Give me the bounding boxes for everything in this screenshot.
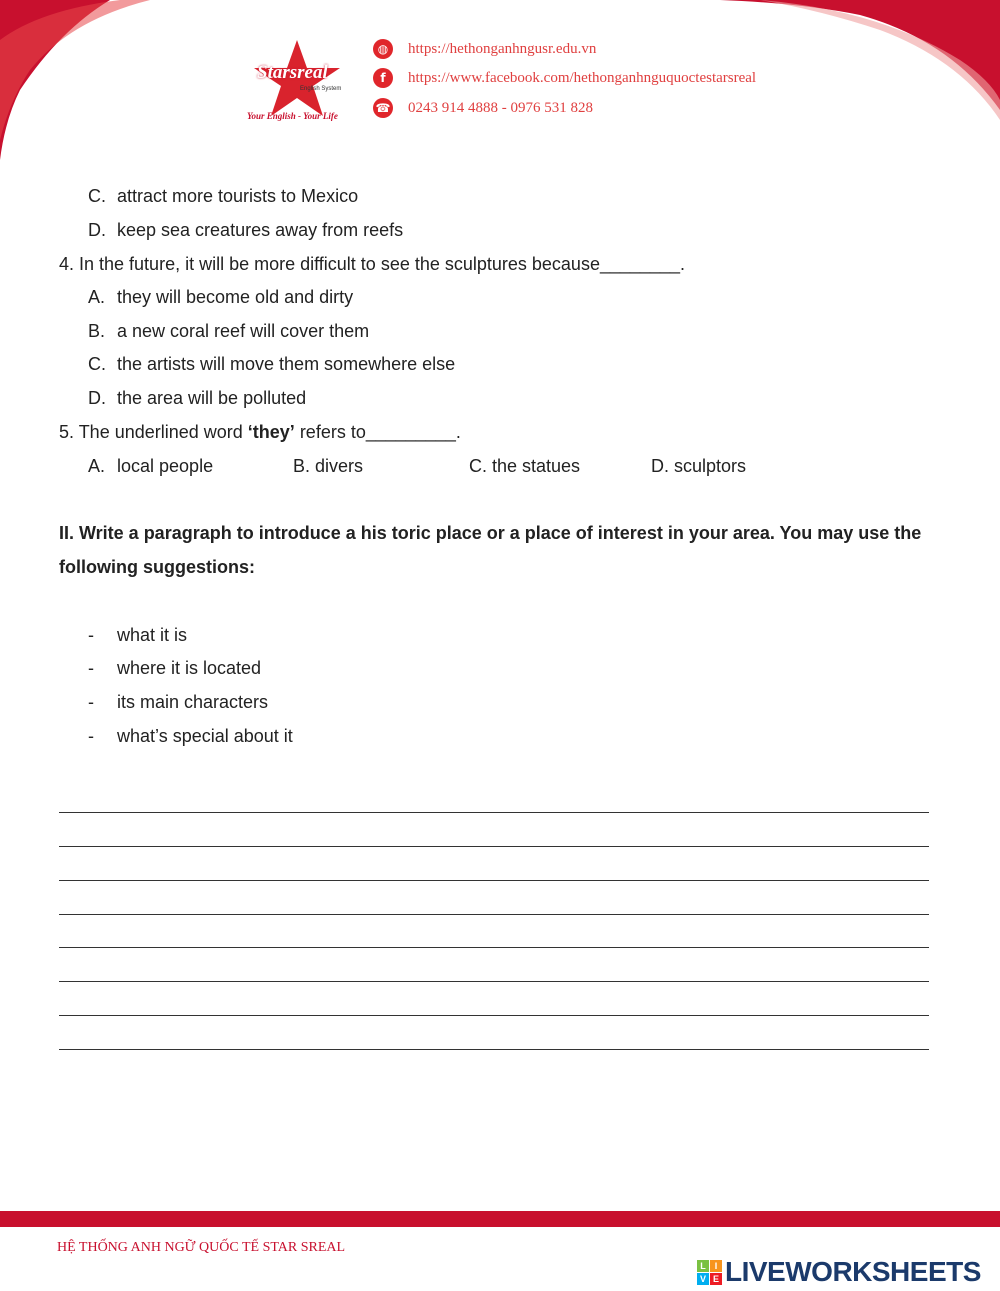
option-letter: C.	[88, 354, 106, 374]
writing-line[interactable]	[59, 981, 929, 982]
q5-option-a[interactable]: local people	[117, 456, 214, 476]
q5-option-d[interactable]: D. sculptors	[651, 456, 747, 476]
phone-numbers: 0243 914 4888 - 0976 531 828	[408, 99, 593, 116]
brand-subtitle: English System	[300, 86, 342, 92]
facebook-url[interactable]: https://www.facebook.com/hethonganhnguquoctestarsreal	[408, 69, 757, 86]
bullet-dash: -	[88, 692, 94, 712]
contact-website	[373, 37, 596, 61]
writing-line[interactable]	[59, 846, 929, 847]
brand-name: Starsreal	[257, 62, 328, 83]
q5-option-c[interactable]: C. the statues	[469, 456, 581, 476]
bullet-dash: -	[88, 658, 94, 678]
globe-icon: ◍	[373, 39, 393, 59]
writing-line[interactable]	[59, 812, 929, 813]
option-text: keep sea creatures away from reefs	[117, 220, 404, 240]
writing-line[interactable]	[59, 914, 929, 915]
lw-letter: E	[710, 1273, 722, 1285]
option-letter: A.	[88, 287, 106, 307]
website-url[interactable]: https://hethonganhngusr.edu.vn	[408, 40, 597, 57]
option-letter: C.	[88, 186, 106, 206]
lw-letter: L	[697, 1260, 709, 1272]
option-letter: B.	[88, 321, 106, 341]
q5-underlined-word: ‘they’	[247, 422, 295, 442]
q5-option-b[interactable]: B. divers	[293, 456, 364, 476]
bullet-dash: -	[88, 726, 94, 746]
footer-bar	[0, 1211, 1000, 1227]
option-letter: D.	[88, 388, 106, 408]
q5-option-a-letter[interactable]: A.	[88, 456, 106, 476]
q4-stem: 4. In the future, it will be more difficult to see the sculptures because________.	[59, 254, 686, 274]
footer-text: HỆ THỐNG ANH NGỮ QUỐC TẾ STAR SREAL	[57, 1240, 346, 1255]
liveworksheets-icon	[697, 1260, 722, 1285]
suggestion-text: its main characters	[117, 692, 269, 712]
facebook-icon: f	[373, 68, 393, 88]
option-text: the artists will move them somewhere else	[117, 354, 456, 374]
q5-stem	[59, 421, 461, 443]
writing-line[interactable]	[59, 947, 929, 948]
writing-line[interactable]	[59, 1049, 929, 1050]
suggestion-text: where it is located	[117, 658, 262, 678]
contact-facebook	[373, 66, 756, 90]
option-letter: D.	[88, 220, 106, 240]
slogan: Your English - Your Life	[247, 111, 338, 121]
suggestion-text: what it is	[117, 625, 188, 645]
option-text: a new coral reef will cover them	[117, 321, 370, 341]
bullet-dash: -	[88, 625, 94, 645]
q5-stem-text: 5. The underlined word	[59, 422, 248, 442]
option-text: the area will be polluted	[117, 388, 307, 408]
lw-letter: I	[710, 1260, 722, 1272]
writing-line[interactable]	[59, 880, 929, 881]
option-text: they will become old and dirty	[117, 287, 354, 307]
lw-letter: V	[697, 1273, 709, 1285]
phone-icon: ☎	[373, 98, 393, 118]
section-2-title: II. Write a paragraph to introduce a his toric place or a place of interest in your area. You may use the following suggestions:	[59, 523, 922, 577]
suggestion-text: what’s special about it	[117, 726, 293, 746]
liveworksheets-logo	[697, 1256, 981, 1288]
liveworksheets-text: LIVEWORKSHEETS	[725, 1256, 981, 1287]
q5-stem-end: refers to_________.	[294, 422, 461, 442]
writing-line[interactable]	[59, 1015, 929, 1016]
contact-phone	[373, 96, 593, 120]
option-text: attract more tourists to Mexico	[117, 186, 359, 206]
